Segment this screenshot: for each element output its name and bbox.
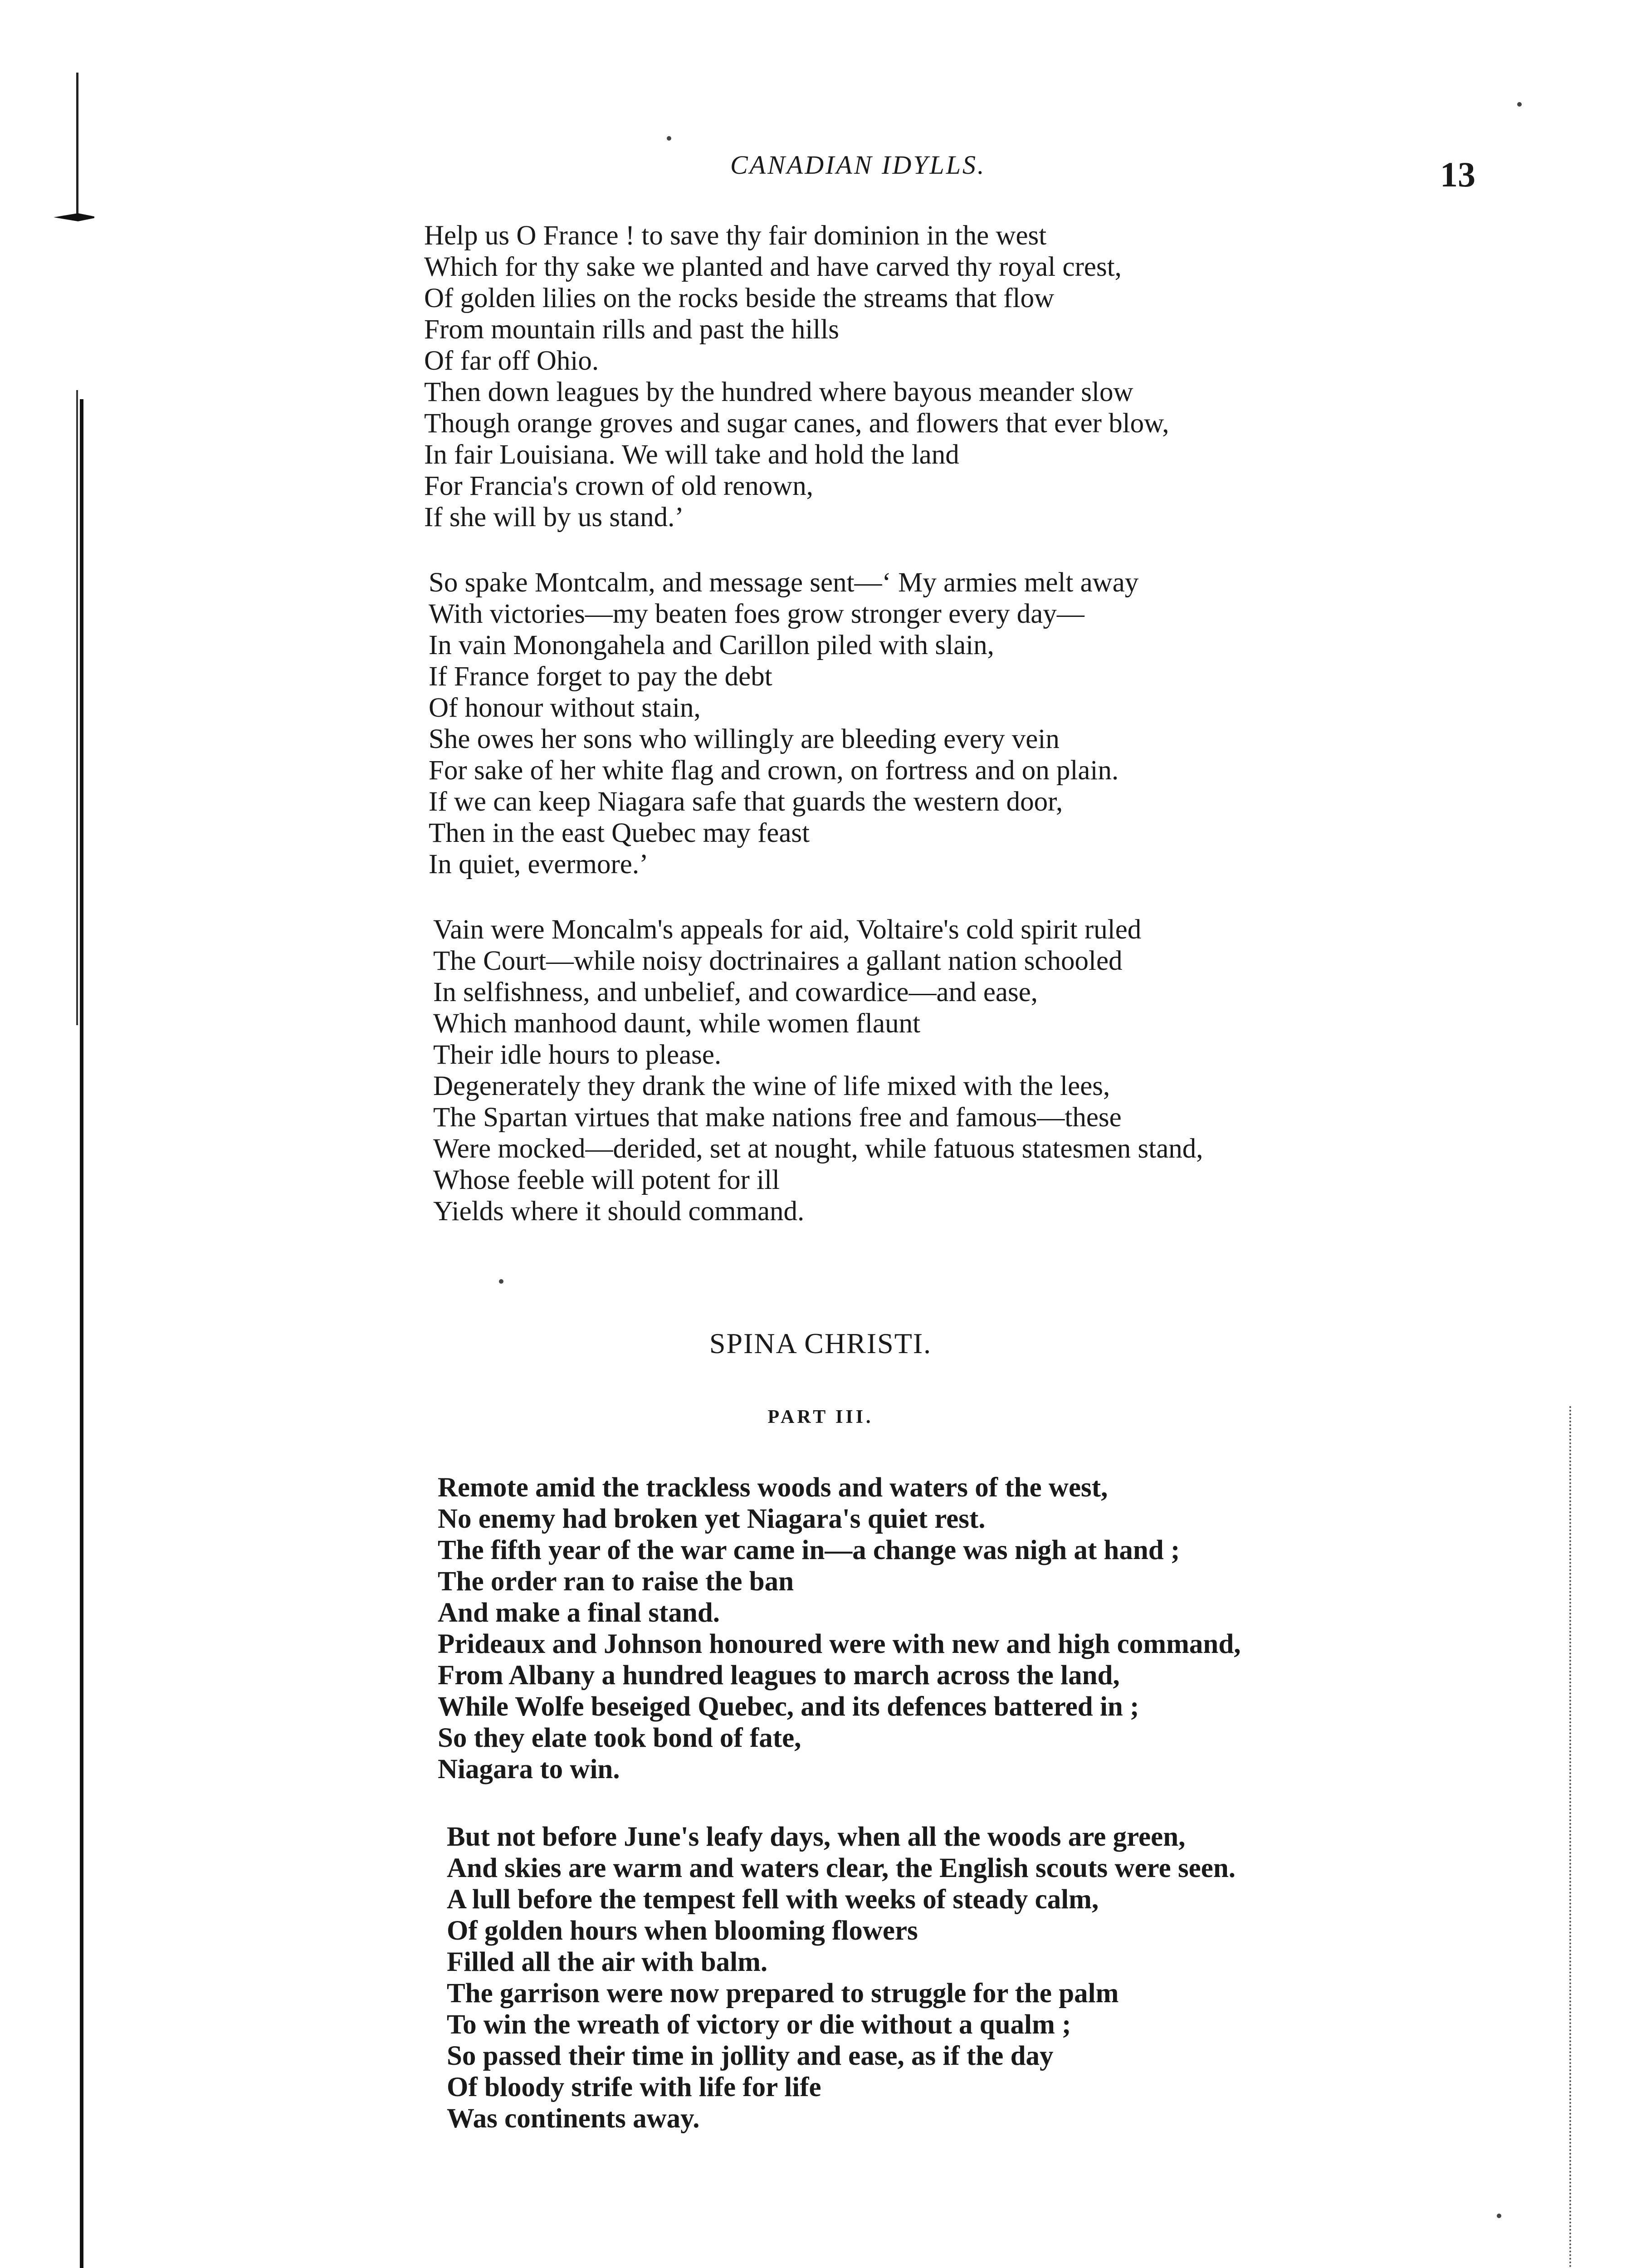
speck	[667, 136, 671, 141]
verse-line: A lull before the tempest fell with weeks of steady calm,	[447, 1884, 1099, 1915]
verse-line: Their idle hours to please.	[433, 1040, 722, 1070]
verse-line: In quiet, evermore.’	[429, 849, 649, 880]
verse-line: The Court—while noisy doctrinaires a gallant nation schooled	[433, 946, 1123, 976]
binding-mark	[54, 213, 94, 221]
verse-line: Though orange groves and sugar canes, and flowers that ever blow,	[424, 408, 1169, 439]
verse-line: Help us O France ! to save thy fair dominion in the west	[424, 220, 1047, 251]
verse-line: Which for thy sake we planted and have carved thy royal crest,	[424, 252, 1122, 282]
stanza-3	[433, 914, 1203, 1227]
stanza-1	[424, 220, 1169, 533]
verse-line: The garrison were now prepared to struggle for the palm	[447, 1978, 1119, 2009]
verse-line: Was continents away.	[447, 2103, 700, 2134]
verse-line: Then in the east Quebec may feast	[429, 818, 810, 848]
section-title: SPINA CHRISTI.	[709, 1327, 932, 1359]
section-stanza-1	[438, 1472, 1241, 1785]
verse-line: For Francia's crown of old renown,	[424, 471, 814, 501]
section-stanza-2	[447, 1821, 1236, 2134]
verse-line: Which manhood daunt, while women flaunt	[433, 1008, 921, 1039]
verse-line: Remote amid the trackless woods and waters of the west,	[438, 1472, 1108, 1503]
verse-line: If France forget to pay the debt	[429, 661, 772, 692]
verse-line: Niagara to win.	[438, 1754, 620, 1784]
binding-edge-top	[76, 73, 78, 218]
verse-line: Degenerately they drank the wine of life mixed with the lees,	[433, 1071, 1110, 1101]
running-head: CANADIAN IDYLLS.	[730, 150, 986, 180]
page-edge-right	[1569, 1406, 1573, 2268]
verse-line: But not before June's leafy days, when all the woods are green,	[447, 1822, 1186, 1852]
verse-line: Of far off Ohio.	[424, 346, 599, 376]
verse-line: The fifth year of the war came in—a change was nigh at hand ;	[438, 1535, 1180, 1565]
verse-line: Of honour without stain,	[429, 693, 701, 723]
verse-line: From Albany a hundred leagues to march across the land,	[438, 1660, 1120, 1691]
verse-line: Vain were Moncalm's appeals for aid, Voltaire's cold spirit ruled	[433, 914, 1142, 945]
verse-line: So they elate took bond of fate,	[438, 1723, 801, 1753]
part-title: PART III.	[767, 1407, 874, 1427]
verse-line: Whose feeble will potent for ill	[433, 1165, 780, 1195]
verse-line: From mountain rills and past the hills	[424, 314, 839, 345]
verse-line: The Spartan virtues that make nations free and famous—these	[433, 1102, 1122, 1133]
verse-line: No enemy had broken yet Niagara's quiet rest.	[438, 1504, 986, 1534]
verse-line: Of golden hours when blooming flowers	[447, 1916, 918, 1946]
verse-line: And skies are warm and waters clear, the English scouts were seen.	[447, 1853, 1236, 1883]
verse-line: If we can keep Niagara safe that guards the western door,	[429, 787, 1063, 817]
verse-line: For sake of her white flag and crown, on fortress and on plain.	[429, 755, 1119, 786]
verse-line: She owes her sons who willingly are bleeding every vein	[429, 724, 1060, 754]
verse-line: Prideaux and Johnson honoured were with new and high command,	[438, 1629, 1241, 1659]
page-number: 13	[1440, 155, 1475, 194]
stanza-2	[429, 567, 1138, 880]
verse-line: Yields where it should command.	[433, 1196, 805, 1227]
verse-line: And make a final stand.	[438, 1598, 720, 1628]
verse-line: In fair Louisiana. We will take and hold the land	[424, 440, 959, 470]
verse-line: Filled all the air with balm.	[447, 1947, 768, 1977]
verse-line: In vain Monongahela and Carillon piled with slain,	[429, 630, 994, 660]
verse-line: Of bloody strife with life for life	[447, 2072, 821, 2102]
binding-edge-middle	[76, 390, 78, 1025]
verse-line: If she will by us stand.’	[424, 502, 684, 533]
verse-line: The order ran to raise the ban	[438, 1566, 794, 1597]
speck	[1517, 102, 1522, 107]
verse-line: So passed their time in jollity and ease, as if the day	[447, 2041, 1054, 2071]
verse-line: So spake Montcalm, and message sent—‘ My armies melt away	[429, 567, 1139, 598]
verse-line: In selfishness, and unbelief, and cowardice—and ease,	[433, 977, 1038, 1007]
verse-line: With victories—my beaten foes grow stronger every day—	[429, 599, 1084, 629]
verse-line: Then down leagues by the hundred where bayous meander slow	[424, 377, 1133, 407]
speck	[499, 1279, 503, 1284]
verse-line: While Wolfe beseiged Quebec, and its defences battered in ;	[438, 1691, 1139, 1722]
verse-line: Of golden lilies on the rocks beside the streams that flow	[424, 283, 1055, 313]
verse-line: Were mocked—derided, set at nought, while fatuous statesmen stand,	[433, 1134, 1203, 1164]
speck	[1497, 2214, 1501, 2218]
verse-line: To win the wreath of victory or die without a qualm ;	[447, 2009, 1071, 2040]
